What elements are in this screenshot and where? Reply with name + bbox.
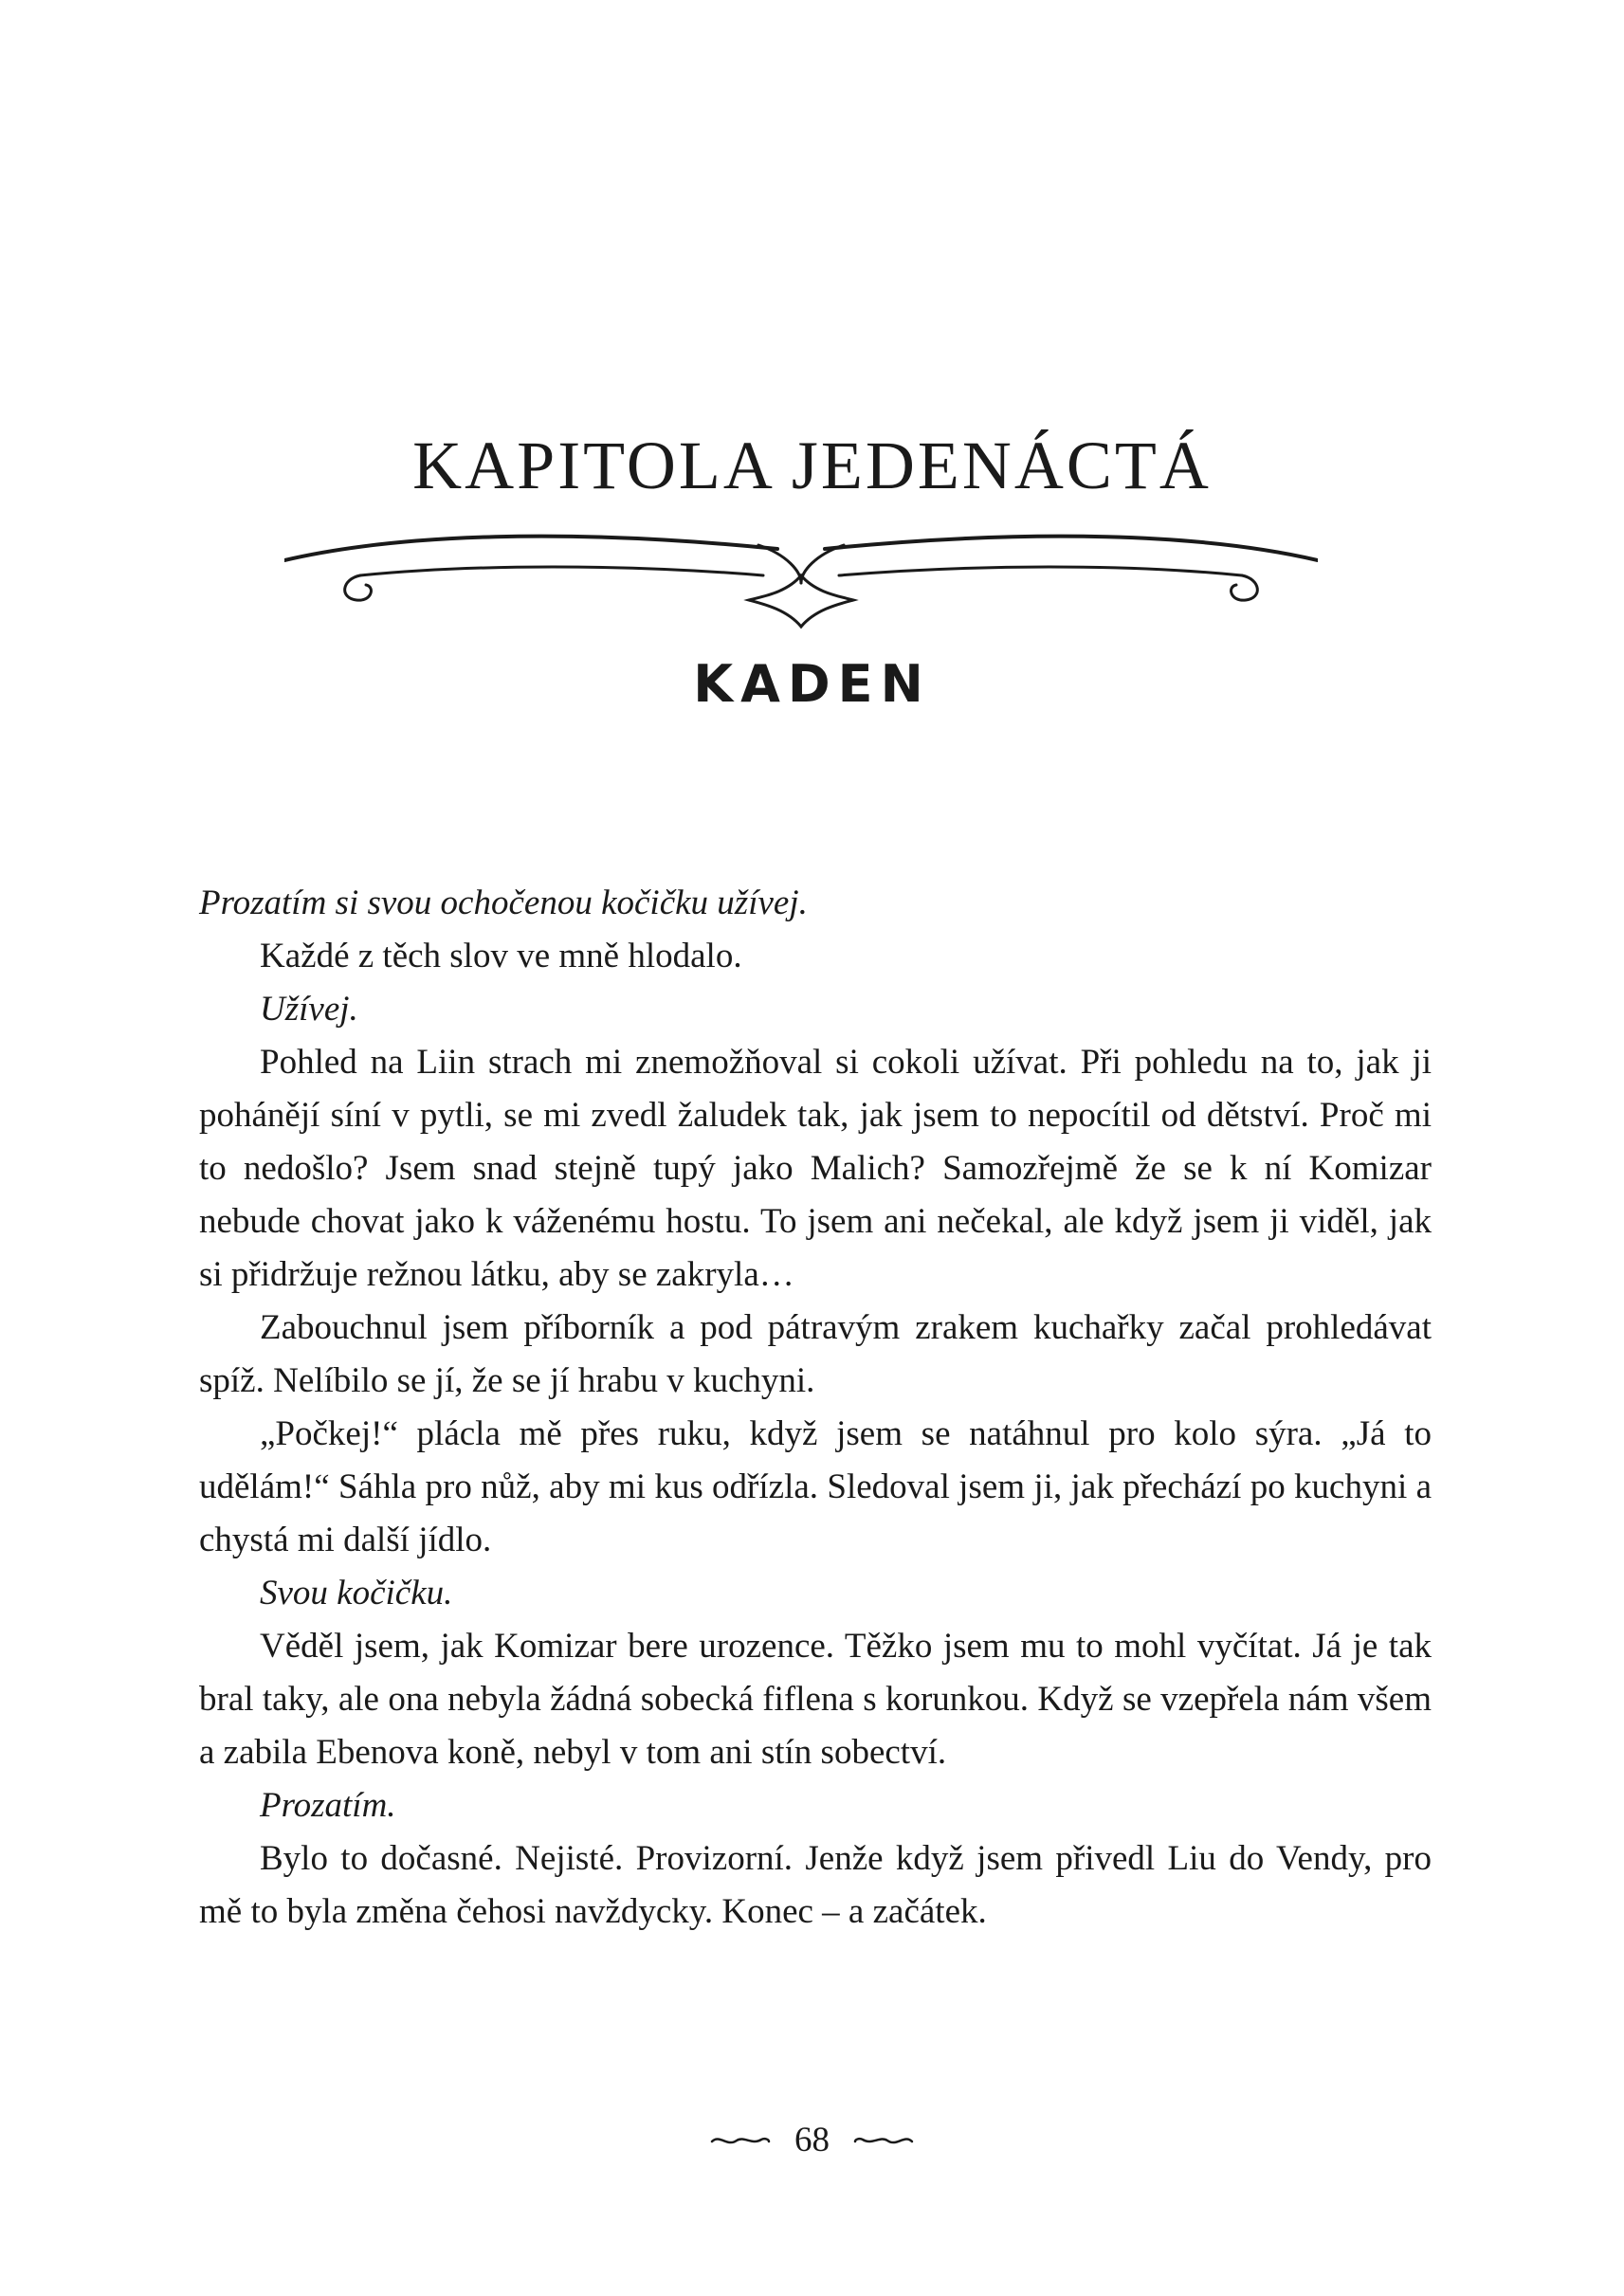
pov-character-name: KADEN: [693, 654, 931, 714]
right-swash-icon: [853, 2132, 914, 2149]
paragraph: Užívej.: [260, 990, 358, 1029]
ornament-divider-icon: [284, 526, 1318, 630]
paragraph: Prozatím si svou ochočenou kočičku užívej.: [199, 884, 808, 922]
paragraph: Každé z těch slov ve mně hlodalo.: [260, 937, 742, 975]
paragraph: Zabouchnul jsem příborník a pod pátravým zrakem kuchařky začal prohledávat spíž. Nelíbilo se jí, že se jí hrabu v kuchyni.: [199, 1308, 1432, 1400]
paragraph: Věděl jsem, jak Komizar bere urozence. Těžko jsem mu to mohl vyčítat. Já je tak bral taky, ale ona nebyla žádná sobecká fiflena s korunkou. Když se vzepřela nám všem a zabila Ebenova koně, nebyl v tom ani stín sobectví.: [199, 1627, 1432, 1772]
chapter-body: [199, 877, 1432, 1939]
paragraph: „Počkej!“ plácla mě přes ruku, když jsem se natáhnul pro kolo sýra. „Já to udělám!“ Sáhla pro nůž, aby mi kus odřízla. Sledoval jsem ji, jak přechází po kuchyni a chystá mi další jídlo.: [199, 1414, 1432, 1559]
chapter-title: KAPITOLA JEDENÁCTÁ: [412, 428, 1212, 503]
page-number: 68: [794, 2121, 830, 2160]
paragraph: Svou kočičku.: [260, 1574, 453, 1613]
page-footer: [0, 2120, 1624, 2158]
left-swash-icon: [710, 2132, 771, 2149]
paragraph: Prozatím.: [260, 1786, 396, 1825]
paragraph: Bylo to dočasné. Nejisté. Provizorní. Jenže když jsem přivedl Liu do Vendy, pro mě to byla změna čehosi navždycky. Konec – a začátek.: [199, 1839, 1432, 1931]
paragraph: Pohled na Liin strach mi znemožňoval si cokoli užívat. Při pohledu na to, jak ji pohánějí síní v pytli, se mi zvedl žaludek tak, jak jsem to nepocítil od dětství. Proč mi to nedošlo? Jsem snad stejně tupý jako Malich? Samozřejmě že se k ní Komizar nebude chovat jako k váženému hostu. To jsem ani nečekal, ale když jsem ji viděl, jak si přidržuje režnou látku, aby se zakryla…: [199, 1043, 1432, 1294]
